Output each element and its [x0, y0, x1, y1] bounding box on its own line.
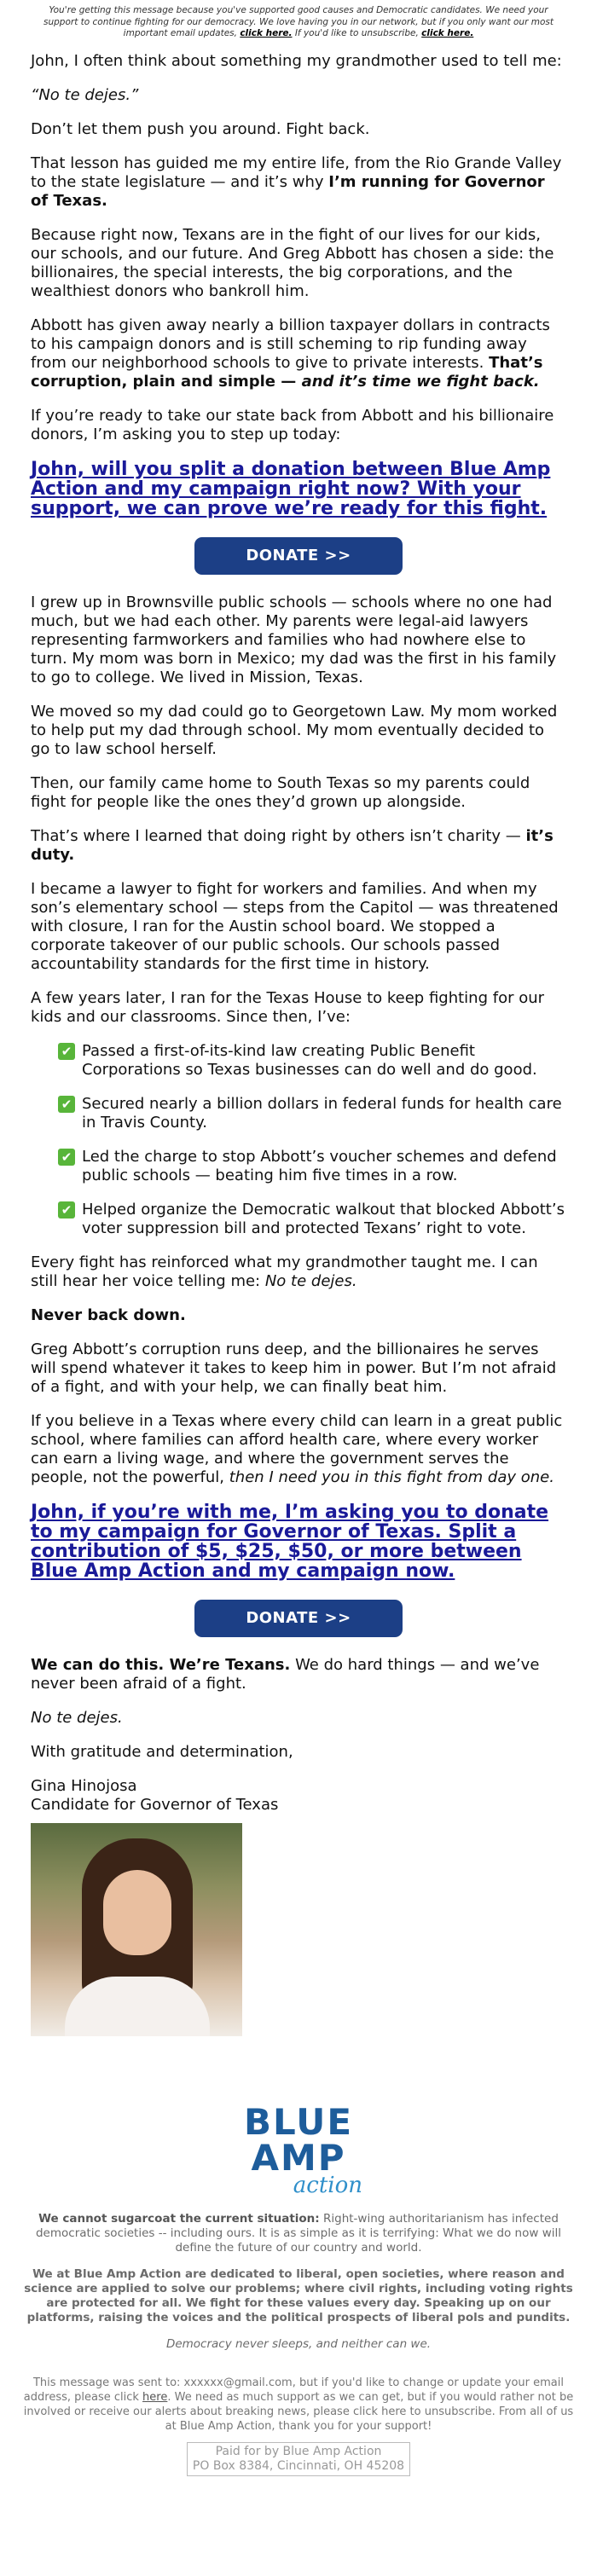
checkmark-icon: ✔	[58, 1201, 75, 1219]
paragraph: We moved so my dad could go to Georgetown Law. My mom worked to help put my dad through school. My mom eventually decided to go to law school herself.	[31, 702, 558, 758]
preheader	[0, 0, 597, 40]
paragraph: I became a lawyer to fight for workers and families. And when my son’s elementary school — steps from the Capitol — was threatened with closure, I ran for the Austin school board. We stopped a corporate takeover of our public schools. Our schools passed accountability standards for the first time in history.	[31, 879, 559, 973]
unsubscribe-link[interactable]: click here.	[421, 28, 474, 39]
donation-ask-link[interactable]: John, if you’re with me, I’m asking you to donate to my campaign for Governor of Texas. Split a contribution of $5, $25, $50, or more between Blue Amp Action and my campaign now.	[31, 1501, 549, 1582]
checkmark-icon: ✔	[58, 1149, 75, 1166]
paragraph: Every fight has reinforced what my grandmother taught me. I can still hear her voice telling me: No te dejes.	[31, 1253, 538, 1290]
checkmark-icon: ✔	[58, 1043, 75, 1060]
logo-wordmark: BLUE AMP	[243, 2100, 354, 2179]
paragraph: Abbott has given away nearly a billion taxpayer dollars in contracts to his campaign donors and is still scheming to rip funding away from our neighborhood schools to give to private interests. That’s corruption, plain and simple — and it’s time we fight back.	[31, 315, 550, 391]
candidate-photo	[31, 1823, 242, 2036]
paragraph: That’s where I learned that doing right by others isn’t charity — it’s duty.	[31, 826, 554, 864]
logo-subtitle: action	[293, 2172, 362, 2198]
donate-button[interactable]: DONATE >>	[194, 537, 403, 575]
donation-ask-link[interactable]: John, will you split a donation between Blue Amp Action and my campaign right now? With your support, we can prove we’re ready for this fight.	[31, 458, 551, 519]
paragraph: Then, our family came home to South Texas so my parents could fight for people like the ones they’d grown up alongside.	[31, 773, 530, 811]
donate-button-container	[31, 537, 566, 575]
signature-name: Gina Hinojosa	[31, 1776, 137, 1795]
donate-button[interactable]: DONATE >>	[194, 1600, 403, 1637]
preheader-text-2: If you'd like to unsubscribe,	[292, 28, 419, 39]
accomplishment-text: Led the charge to stop Abbott’s voucher schemes and defend public schools — beating him five times in a row.	[82, 1147, 557, 1184]
paid-for-by: Paid for by Blue Amp Action	[215, 2444, 382, 2458]
footer-legal: This message was sent to: xxxxxx@gmail.com, but if you'd like to change or update your email address, please click here. We need as much support as we can get, but if you would rather not be involved or receive our alerts about breaking news, please click here to unsubscribe. From all of us at Blue Amp Action, thank you for your support!	[23, 2376, 574, 2433]
greeting: John, I often think about something my grandmother used to tell me:	[31, 51, 562, 70]
paid-for-by-box	[187, 2442, 410, 2476]
paragraph: Never back down.	[31, 1305, 186, 1324]
accomplishment-item	[58, 1042, 566, 1080]
paragraph: A few years later, I ran for the Texas House to keep fighting for our kids and our classrooms. Since then, I’ve:	[31, 988, 545, 1026]
footer-tagline: Democracy never sleeps, and neither can we.	[165, 2336, 432, 2351]
paragraph: That lesson has guided me my entire life, from the Rio Grande Valley to the state legislature — and it’s why I’m running for Governor of Texas.	[31, 153, 562, 210]
closing: With gratitude and determination,	[31, 1742, 293, 1761]
footer-paragraph: We cannot sugarcoat the current situation: Right-wing authoritarianism has infected democratic societies -- including ours. It is as simple as it is terrifying: What we do now will define the future of our country and world.	[35, 2211, 562, 2255]
paragraph: Greg Abbott’s corruption runs deep, and the billionaires he serves will spend whatever it takes to keep him in power. But I’m not afraid of a fight, and with your help, we can finally beat him.	[31, 1340, 557, 1396]
signature-title: Candidate for Governor of Texas	[31, 1795, 279, 1814]
paragraph: No te dejes.	[31, 1708, 123, 1727]
accomplishment-item	[58, 1095, 566, 1132]
checkmark-icon: ✔	[58, 1096, 75, 1113]
paragraph: If you’re ready to take our state back from Abbott and his billionaire donors, I’m asking you to step up today:	[31, 406, 554, 443]
paragraph: Because right now, Texans are in the fight of our lives for our kids, our schools, and our future. And Greg Abbott has chosen a side: the billionaires, the special interests, the big corporations, and the wealthiest donors who bankroll him.	[31, 225, 554, 300]
email-preferences-link[interactable]: click here.	[240, 28, 293, 39]
update-email-link[interactable]: here	[142, 2390, 168, 2404]
paragraph: If you believe in a Texas where every child can learn in a great public school, where families can afford health care, where every worker can earn a living wage, and where the government serves the people, not the powerful, then I need you in this fight from day one.	[31, 1411, 563, 1486]
blue-amp-action-logo	[192, 2100, 405, 2198]
paragraph: We can do this. We’re Texans. We do hard things — and we’ve never been afraid of a fight.	[31, 1655, 540, 1693]
signature	[31, 1777, 566, 1815]
preheader-text: You're getting this message because you've supported good causes and Democratic candidates. We need your support to continue fighting for our democracy. We love having you in our network, but if you only want our most important email updates,	[43, 5, 554, 39]
paragraph: Don’t let them push you around. Fight back.	[31, 119, 370, 138]
footer	[0, 2100, 597, 2493]
footer-paragraph: We at Blue Amp Action are dedicated to liberal, open societies, where reason and science are applied to solve our problems; where civil rights, including voting rights are protected for all. We fight for these values every day. Speaking up on our platforms, raising the voices and the political prospects of liberal pols and pundits.	[24, 2266, 573, 2324]
mailing-address: PO Box 8384, Cincinnati, OH 45208	[192, 2458, 405, 2473]
accomplishment-item	[58, 1148, 566, 1185]
accomplishment-text: Helped organize the Democratic walkout that blocked Abbott’s voter suppression bill and protected Texans’ right to vote.	[82, 1200, 565, 1237]
email-body	[0, 40, 597, 2036]
accomplishment-item	[58, 1201, 566, 1238]
accomplishment-text: Passed a first-of-its-kind law creating Public Benefit Corporations so Texas businesses can do well and do good.	[82, 1041, 537, 1079]
grandmother-quote: “No te dejes.”	[31, 85, 139, 104]
accomplishment-text: Secured nearly a billion dollars in federal funds for health care in Travis County.	[82, 1094, 562, 1132]
donate-button-container	[31, 1600, 566, 1637]
paragraph: I grew up in Brownsville public schools — schools where no one had much, but we had each other. My parents were legal-aid lawyers representing farmworkers and families who had nowhere else to turn. My mom was born in Mexico; my dad was the first in his family to go to college. We lived in Mission, Texas.	[31, 593, 557, 686]
